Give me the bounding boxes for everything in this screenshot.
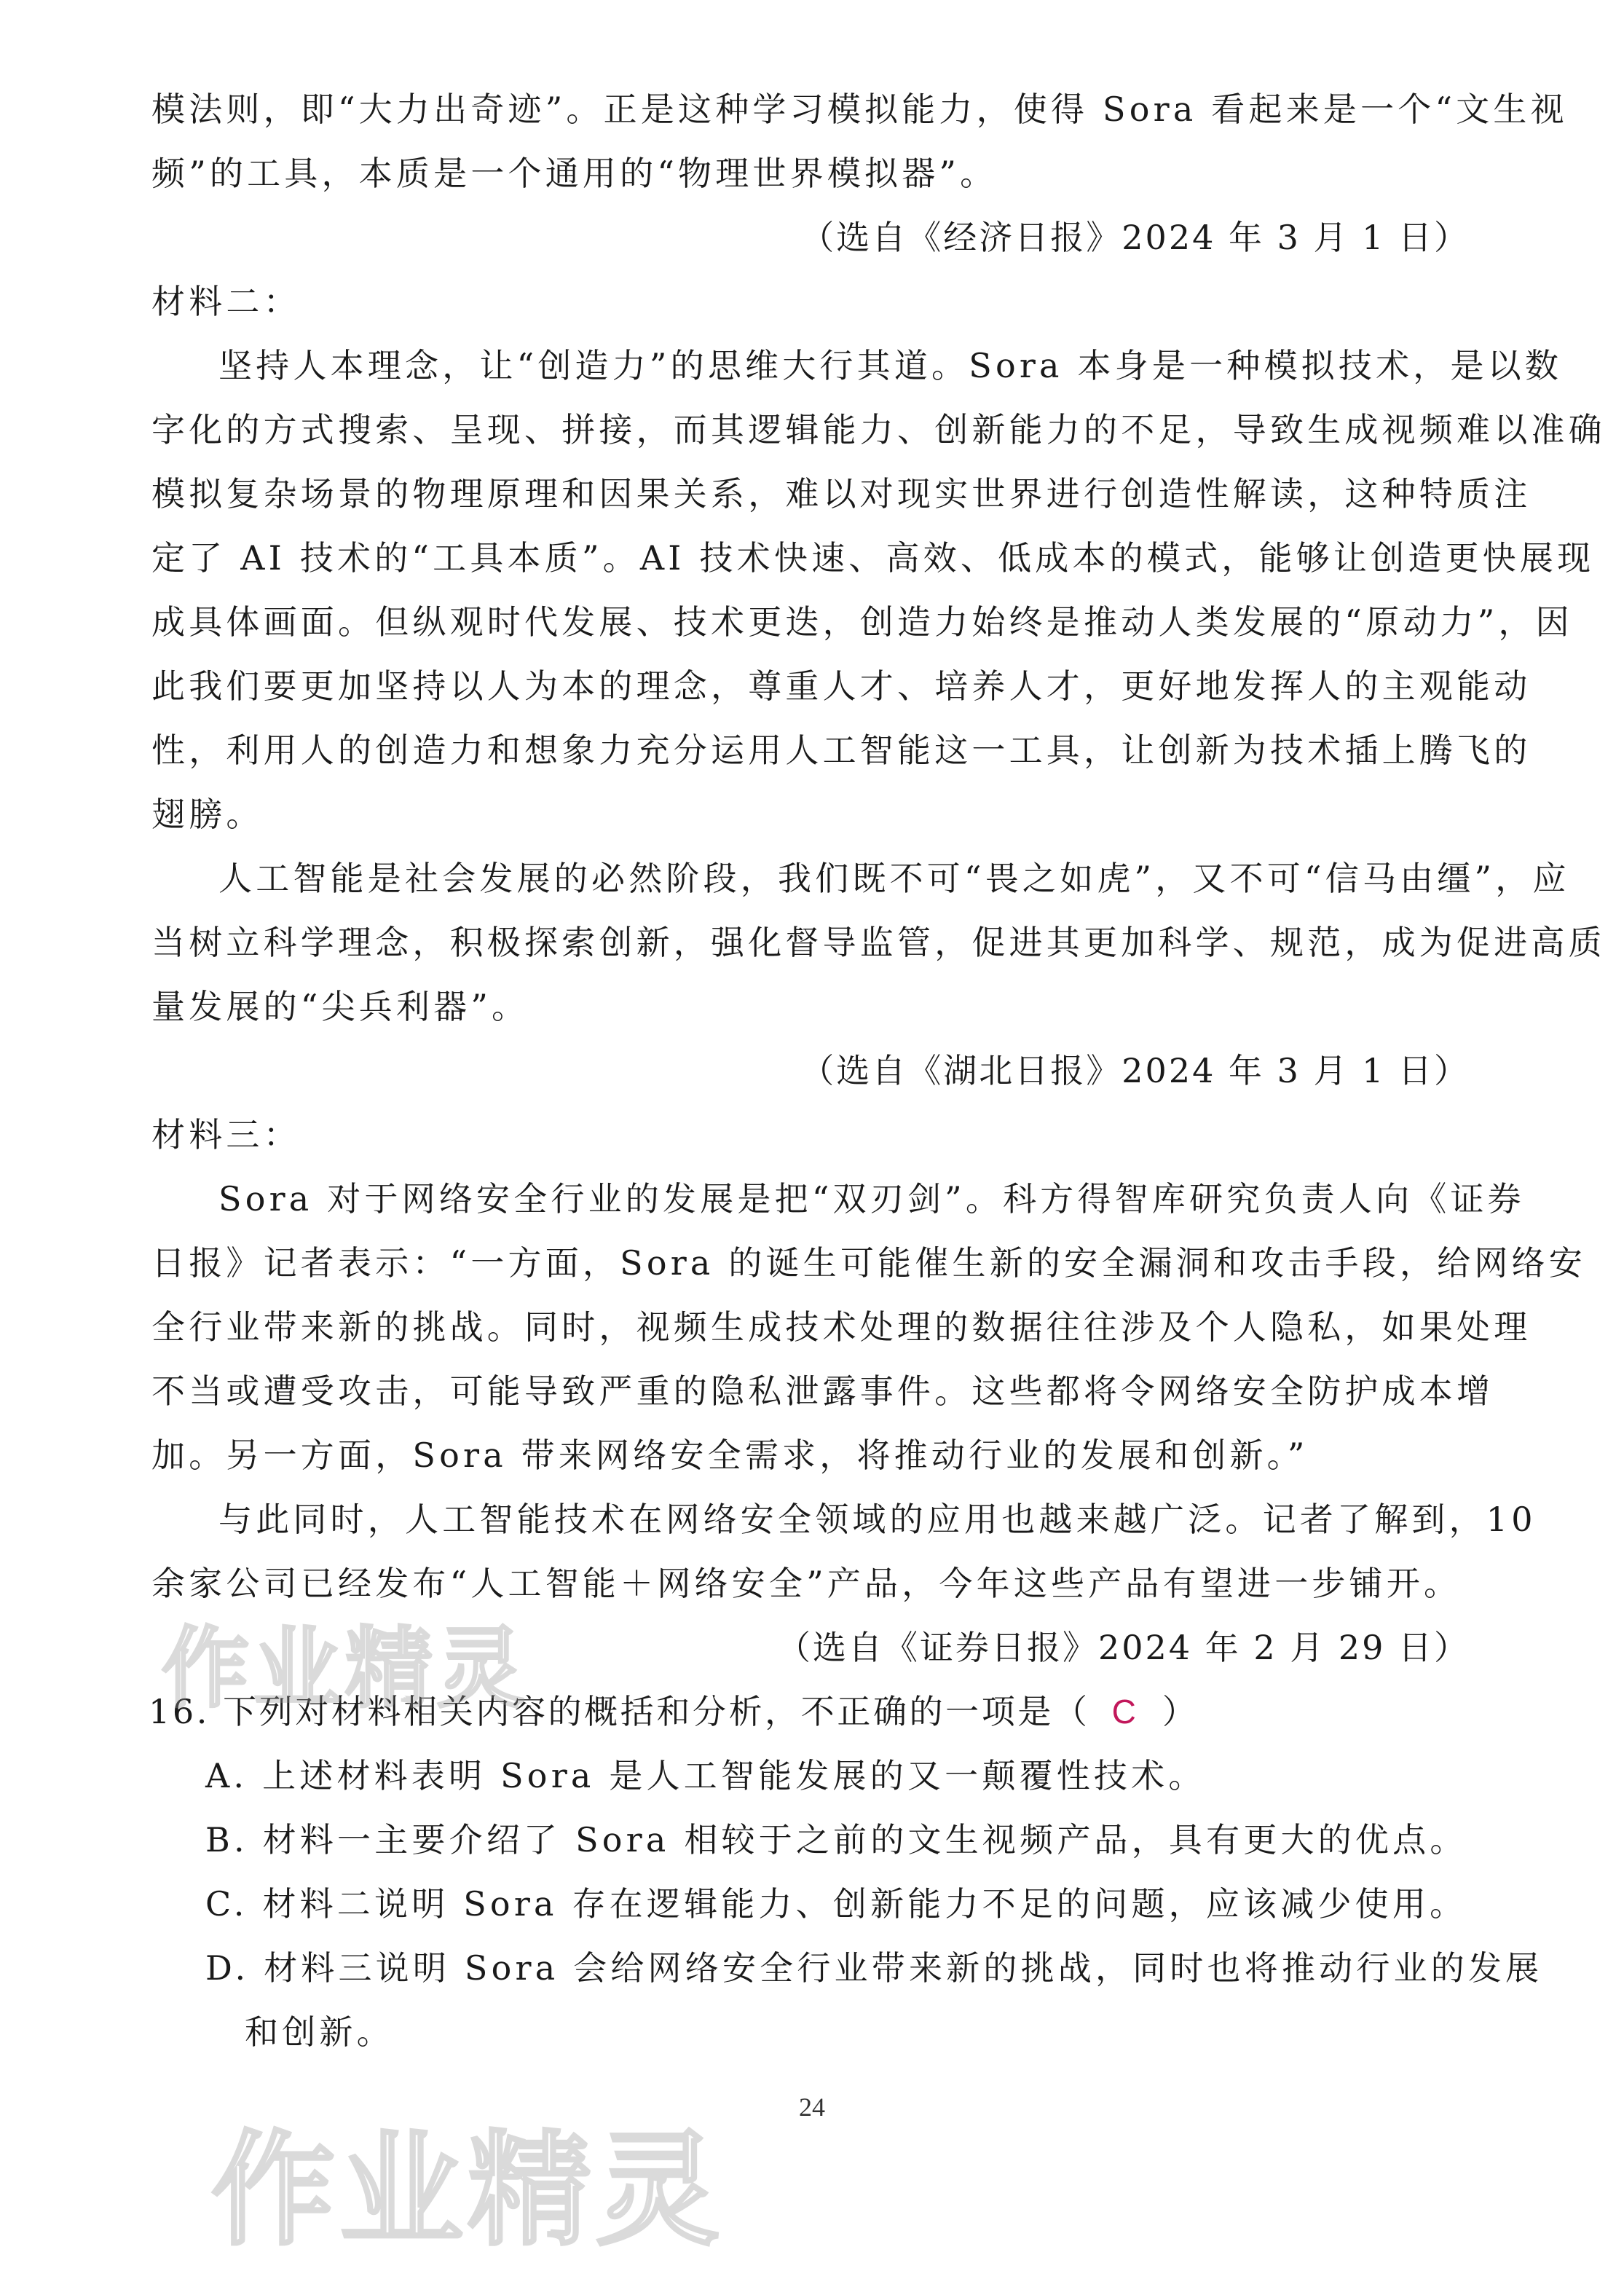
paragraph-line: 当树立科学理念，积极探索创新，强化督导监管，促进其更加科学、规范，成为促进高质 — [151, 923, 1606, 962]
option-d-continued: 和创新。 — [245, 2012, 394, 2052]
watermark: 作业精灵 — [162, 1620, 529, 1717]
text-line: 频”的工具，本质是一个通用的“物理世界模拟器”。 — [151, 154, 998, 193]
question-close: ） — [1162, 1692, 1199, 1731]
paragraph-line: 坚持人本理念，让“创造力”的思维大行其道。Sora 本身是一种模拟技术，是以数 — [218, 346, 1563, 385]
question-text: 16. 下列对材料相关内容的概括和分析，不正确的一项是（ — [149, 1692, 1090, 1731]
option-b: B. 材料一主要介绍了 Sora 相较于之前的文生视频产品，具有更大的优点。 — [205, 1820, 1467, 1859]
paragraph-line: 模拟复杂场景的物理原理和因果关系，难以对现实世界进行创造性解读，这种特质注 — [151, 474, 1532, 513]
watermark: 作业精灵 — [211, 2122, 725, 2260]
paragraph-line: 余家公司已经发布“人工智能＋网络安全”产品，今年这些产品有望进一步铺开。 — [151, 1564, 1462, 1603]
paragraph-line: 成具体画面。但纵观时代发展、技术更迭，创造力始终是推动人类发展的“原动力”，因 — [151, 602, 1573, 642]
source-citation: （选自《湖北日报》2024 年 3 月 1 日） — [800, 1051, 1470, 1090]
paragraph-line: 加。另一方面，Sora 带来网络安全需求，将推动行业的发展和创新。” — [151, 1436, 1309, 1475]
paragraph-line: Sora 对于网络安全行业的发展是把“双刃剑”。科方得智库研究负责人向《证券 — [218, 1179, 1525, 1219]
option-a: A. 上述材料表明 Sora 是人工智能发展的又一颠覆性技术。 — [205, 1756, 1206, 1795]
paragraph-line: 量发展的“尖兵利器”。 — [151, 987, 529, 1026]
paragraph-line: 此我们要更加坚持以人为本的理念，尊重人才、培养人才，更好地发挥人的主观能动 — [151, 666, 1532, 706]
section-heading: 材料三： — [151, 1115, 301, 1154]
paragraph-line: 全行业带来新的挑战。同时，视频生成技术处理的数据往往涉及个人隐私，如果处理 — [151, 1307, 1532, 1347]
paragraph-line: 人工智能是社会发展的必然阶段，我们既不可“畏之如虎”，又不可“信马由缰”，应 — [218, 859, 1570, 898]
option-c: C. 材料二说明 Sora 存在逻辑能力、创新能力不足的问题，应该减少使用。 — [205, 1884, 1467, 1924]
paragraph-line: 不当或遭受攻击，可能导致严重的隐私泄露事件。这些都将令网络安全防护成本增 — [151, 1371, 1494, 1411]
paragraph-line: 定了 AI 技术的“工具本质”。AI 技术快速、高效、低成本的模式，能够让创造更快展现 — [151, 538, 1595, 578]
page-number: 24 — [799, 2093, 825, 2122]
section-heading: 材料二： — [151, 282, 301, 321]
option-d: D. 材料三说明 Sora 会给网络安全行业带来新的挑战，同时也将推动行业的发展 — [205, 1948, 1543, 1988]
paragraph-line: 日报》记者表示：“一方面，Sora 的诞生可能催生新的安全漏洞和攻击手段，给网络安 — [151, 1243, 1586, 1283]
paragraph-line: 与此同时，人工智能技术在网络安全领域的应用也越来越广泛。记者了解到，10 — [218, 1500, 1537, 1539]
source-citation: （选自《证券日报》2024 年 2 月 29 日） — [777, 1628, 1470, 1667]
source-citation: （选自《经济日报》2024 年 3 月 1 日） — [800, 218, 1470, 257]
paragraph-line: 字化的方式搜索、呈现、拼接，而其逻辑能力、创新能力的不足，导致生成视频难以准确 — [151, 410, 1606, 449]
paragraph-line: 翅膀。 — [151, 795, 264, 834]
paragraph-line: 性，利用人的创造力和想象力充分运用人工智能这一工具，让创新为技术插上腾飞的 — [151, 731, 1532, 770]
answer-mark: C — [1111, 1693, 1136, 1731]
text-line: 模法则，即“大力出奇迹”。正是这种学习模拟能力，使得 Sora 看起来是一个“文生视 — [151, 90, 1568, 129]
